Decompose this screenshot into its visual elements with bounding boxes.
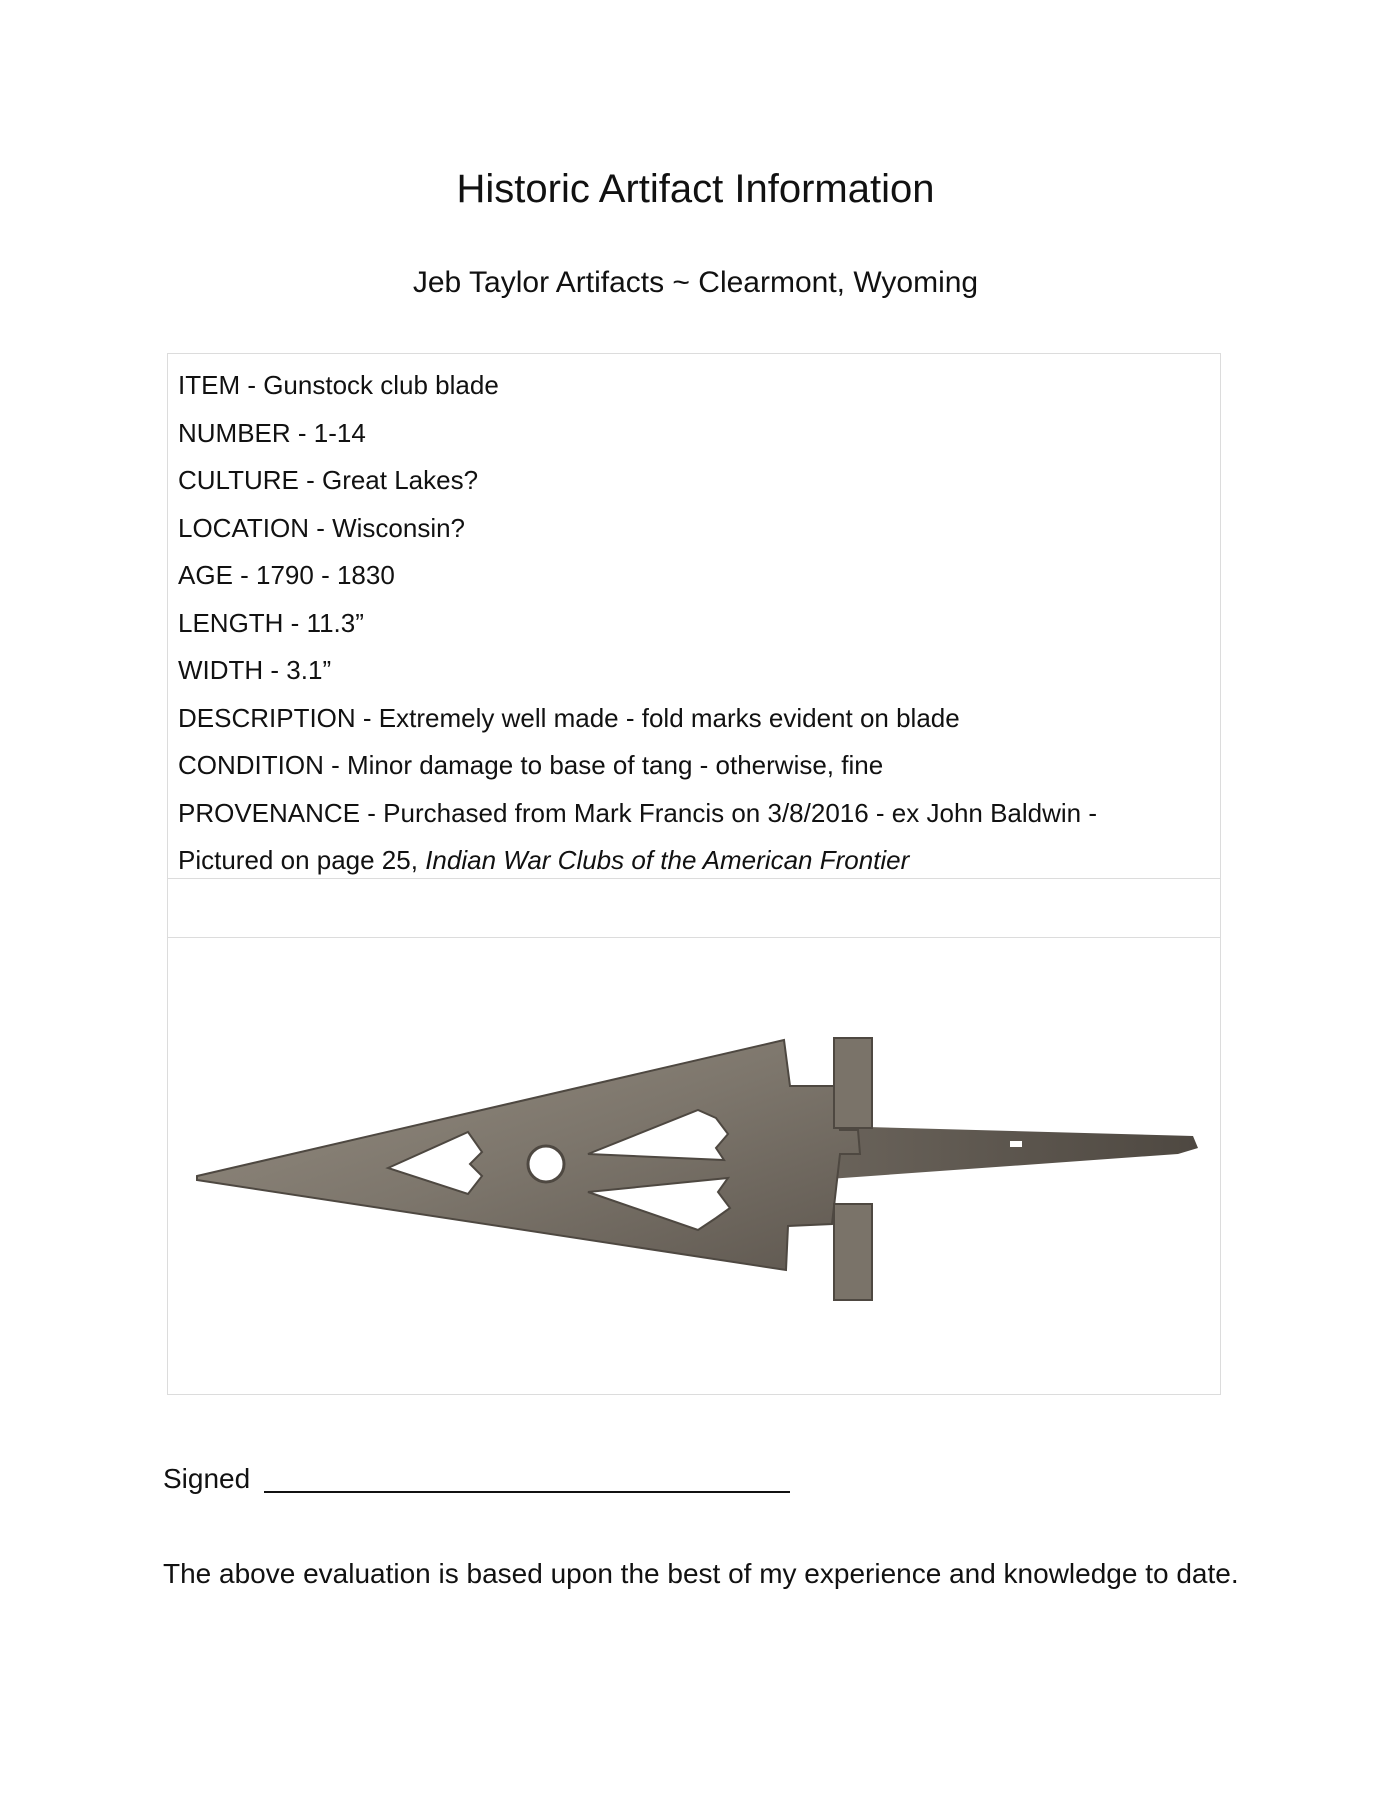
page-title: Historic Artifact Information <box>456 167 935 211</box>
gunstock-club-blade-image <box>168 938 1220 1394</box>
number-line: NUMBER - 1-14 <box>178 417 366 448</box>
item-line: ITEM - Gunstock club blade <box>178 370 499 400</box>
blade-silhouette <box>197 1038 1198 1300</box>
blade-body <box>197 1040 860 1270</box>
signed-label: Signed <box>163 1463 251 1494</box>
condition-line: CONDITION - Minor damage to base of tang - otherwise, fine <box>178 750 884 780</box>
disclaimer-text: The above evaluation is based upon the best of my experience and knowledge to date. <box>163 1558 1239 1589</box>
pictured-line <box>178 837 1210 885</box>
width-line: WIDTH - 3.1” <box>178 655 332 685</box>
artifact-photo-cell <box>168 938 1220 1394</box>
book-title: Indian War Clubs of the American Frontier <box>425 845 910 875</box>
tang-nail-hole <box>1010 1141 1022 1147</box>
artifact-info-table <box>167 353 1221 1395</box>
culture-line: CULTURE - Great Lakes? <box>178 465 479 495</box>
page-subtitle: Jeb Taylor Artifacts ~ Clearmont, Wyoming <box>412 266 979 299</box>
signature-line <box>264 1491 790 1493</box>
provenance-line: PROVENANCE - Purchased from Mark Francis on 3/8/2016 - ex John Baldwin - <box>178 797 1098 828</box>
blade-rivet-hole <box>528 1146 564 1182</box>
age-line: AGE - 1790 - 1830 <box>178 560 395 590</box>
empty-row <box>168 879 1220 938</box>
artifact-details-cell <box>168 354 1220 879</box>
description-line: DESCRIPTION - Extremely well made - fold marks evident on blade <box>178 702 960 733</box>
pictured-prefix: Pictured on page 25, <box>178 845 426 875</box>
location-line: LOCATION - Wisconsin? <box>178 512 466 543</box>
length-line: LENGTH - 11.3” <box>178 607 364 638</box>
